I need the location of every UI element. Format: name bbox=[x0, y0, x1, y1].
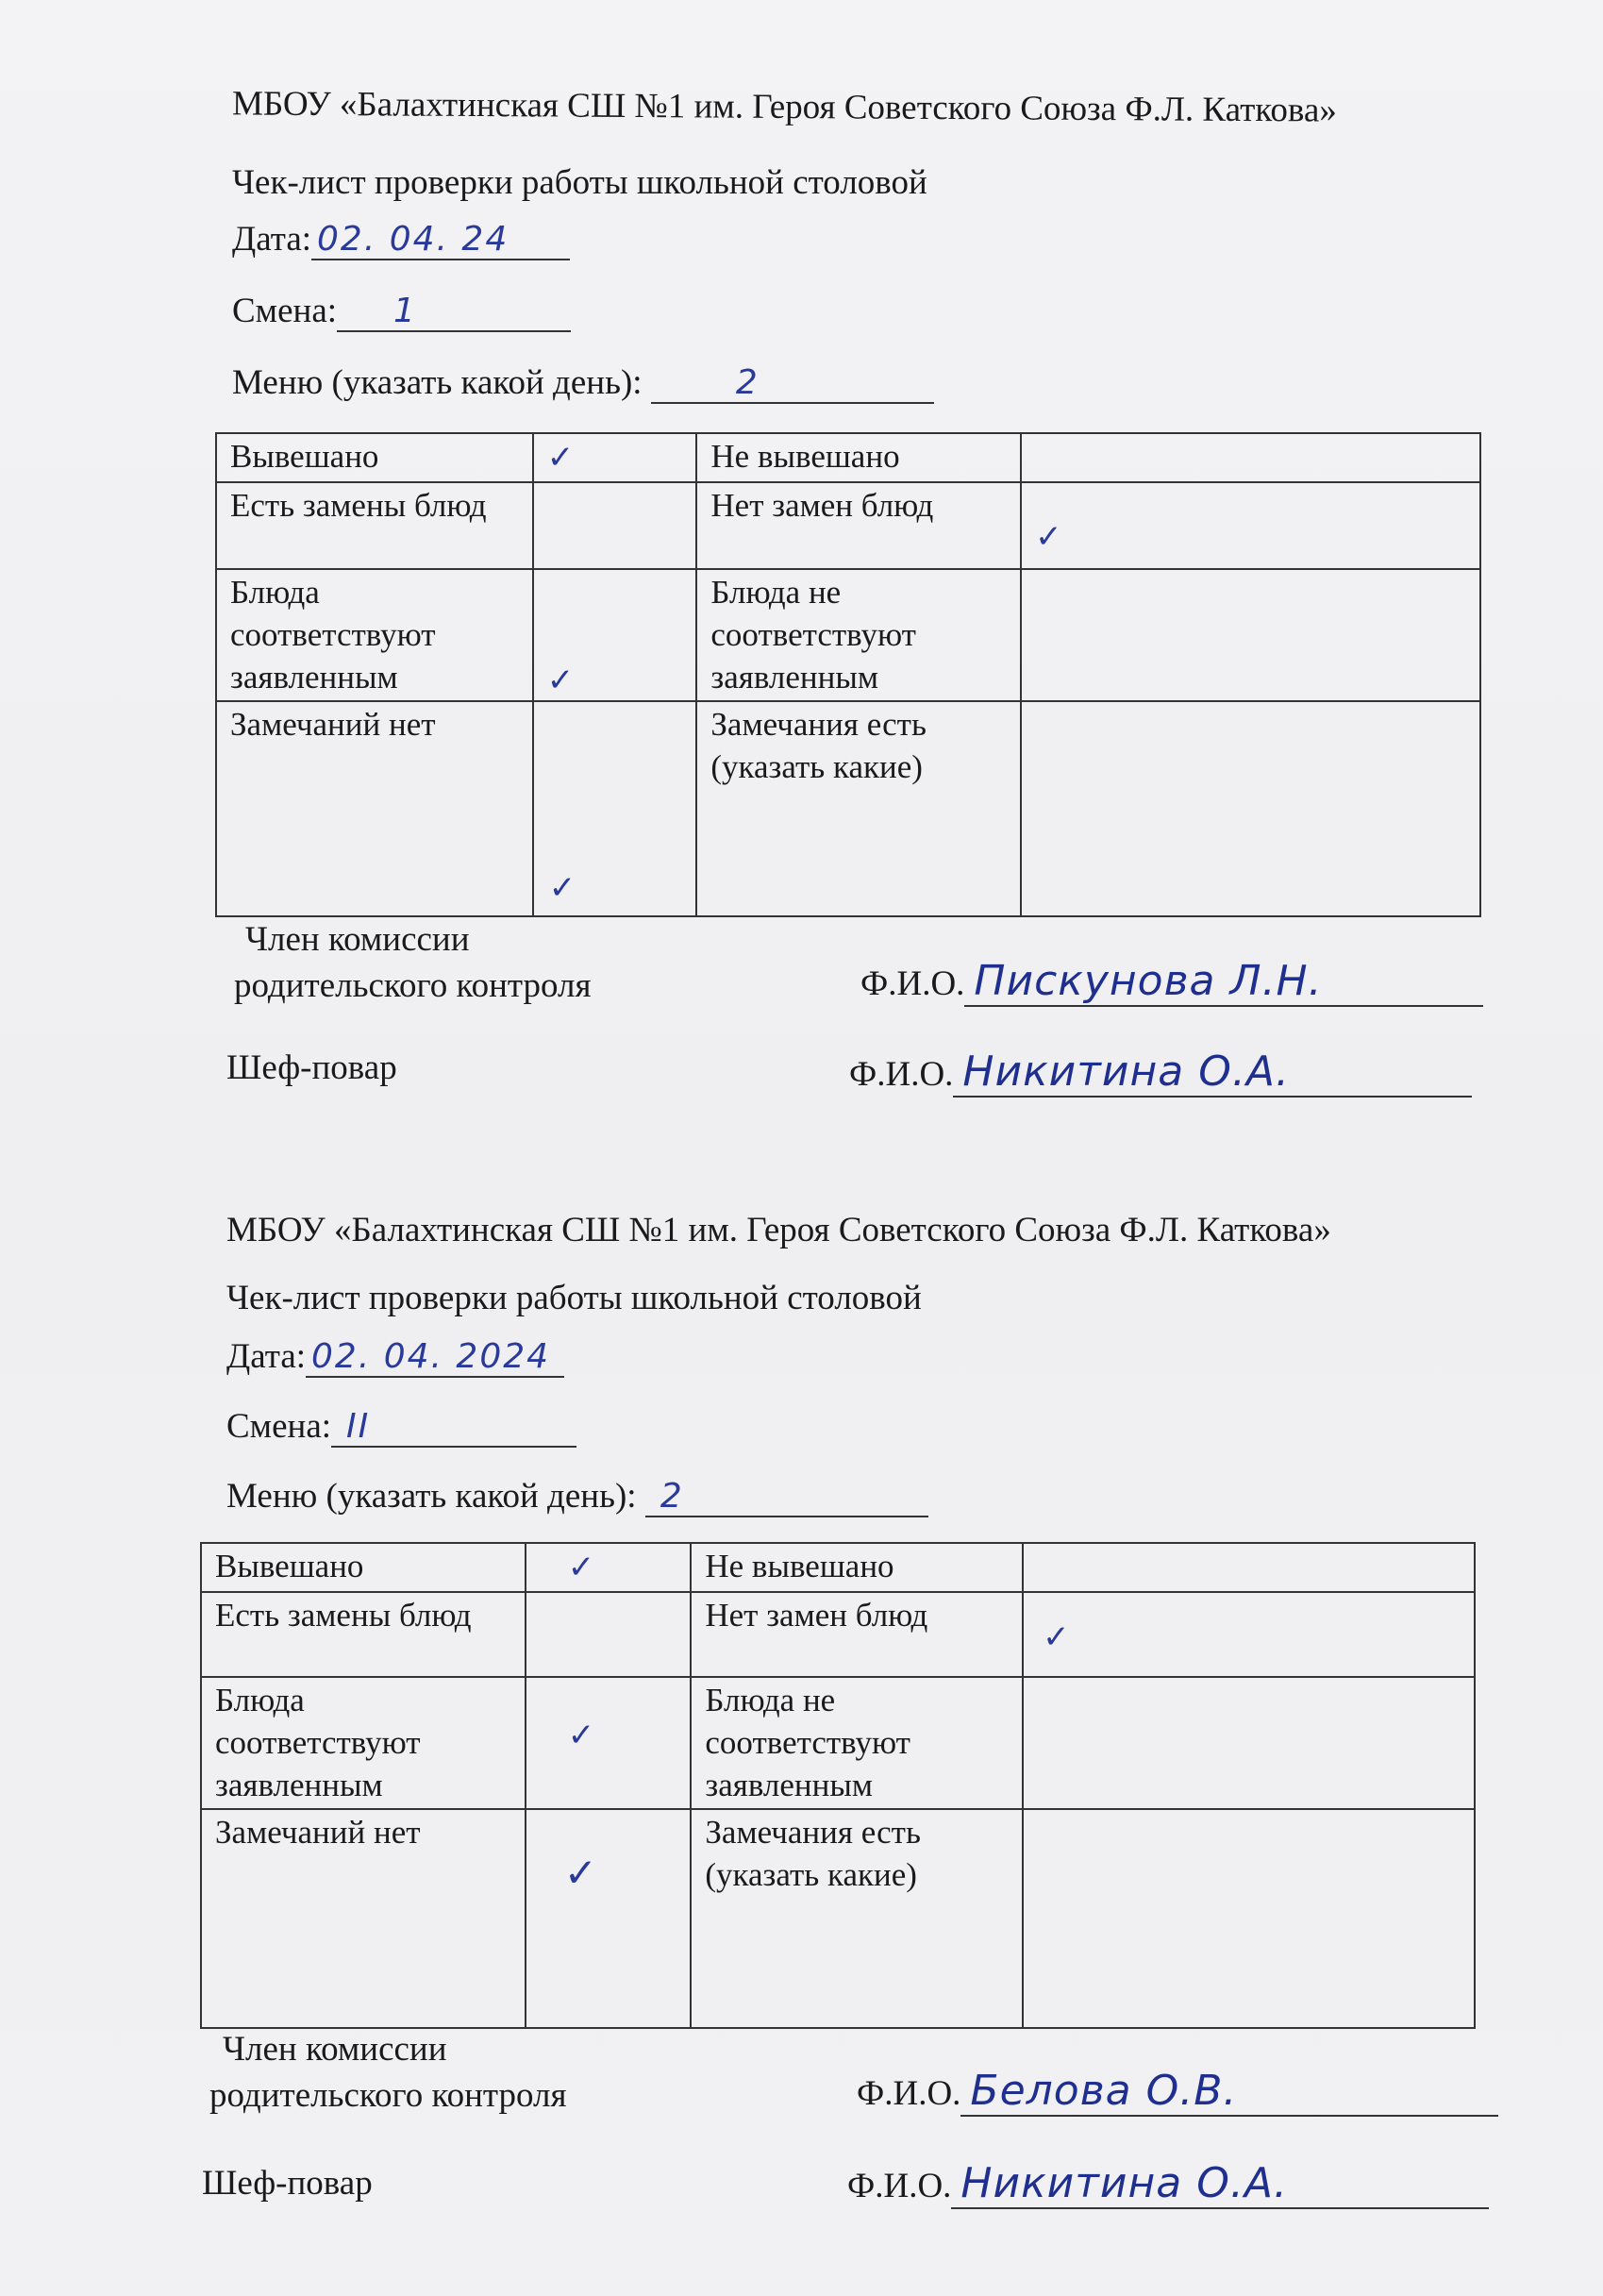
table-row bbox=[216, 482, 1480, 569]
check-icon: ✓ bbox=[567, 1717, 595, 1754]
date-value: 02. 04. 24 bbox=[311, 221, 570, 260]
fio-label: Ф.И.О. bbox=[849, 1055, 954, 1094]
mark-not-posted bbox=[1021, 433, 1480, 482]
table-row bbox=[216, 569, 1480, 701]
mark-has-substitutions bbox=[533, 482, 697, 569]
shift-value: II bbox=[331, 1408, 576, 1448]
cell-dishes-match: Блюда соответствуют заявленным bbox=[201, 1677, 526, 1809]
chef-fio-row bbox=[847, 2159, 1489, 2209]
menu-label: Меню (указать какой день): bbox=[226, 1477, 637, 1516]
check-icon: ✓ bbox=[546, 662, 575, 699]
mark-dishes-match bbox=[533, 569, 697, 701]
cell-not-posted: Не вывешано bbox=[696, 433, 1021, 482]
shift-row bbox=[232, 291, 571, 332]
cell-no-remarks: Замечаний нет bbox=[201, 1809, 526, 2028]
cell-posted: Вывешано bbox=[201, 1543, 526, 1592]
checklist-table bbox=[215, 432, 1481, 917]
mark-not-posted bbox=[1023, 1543, 1475, 1592]
menu-row bbox=[226, 1476, 928, 1517]
checklist-table bbox=[200, 1542, 1476, 2029]
cell-no-substitutions: Нет замен блюд bbox=[696, 482, 1021, 569]
chef-fio-row bbox=[849, 1047, 1472, 1098]
check-icon: ✓ bbox=[546, 439, 575, 477]
table-row bbox=[201, 1677, 1475, 1809]
table-row bbox=[201, 1592, 1475, 1677]
commission-member-label: Член комиссии родительского контроля bbox=[234, 920, 592, 1005]
cell-no-substitutions: Нет замен блюд bbox=[691, 1592, 1023, 1677]
table-row bbox=[216, 701, 1480, 916]
form-title: Чек-лист проверки работы школьной столовой bbox=[226, 1279, 922, 1317]
cell-posted: Вывешано bbox=[216, 433, 533, 482]
menu-value: 2 bbox=[651, 364, 934, 404]
cell-not-posted: Не вывешано bbox=[691, 1543, 1023, 1592]
chef-signature: Никитина О.А. bbox=[953, 1047, 1472, 1098]
menu-label: Меню (указать какой день): bbox=[232, 363, 643, 402]
cell-dishes-match: Блюда соответствуют заявленным bbox=[216, 569, 533, 701]
shift-label: Смена: bbox=[226, 1407, 332, 1446]
chef-label: Шеф-повар bbox=[226, 1048, 397, 1087]
mark-has-remarks bbox=[1021, 701, 1480, 916]
table-row bbox=[216, 433, 1480, 482]
date-row bbox=[232, 219, 570, 260]
table-row bbox=[201, 1543, 1475, 1592]
cell-no-remarks: Замечаний нет bbox=[216, 701, 533, 916]
fio-label: Ф.И.О. bbox=[847, 2167, 952, 2205]
date-row bbox=[226, 1336, 564, 1378]
commission-member-label: Член комиссии родительского контроля bbox=[209, 2030, 567, 2115]
shift-label: Смена: bbox=[232, 292, 338, 330]
cell-dishes-not-match: Блюда не соответствуют заявленным bbox=[696, 569, 1021, 701]
fio-label: Ф.И.О. bbox=[860, 964, 965, 1003]
date-label: Дата: bbox=[226, 1337, 307, 1376]
mark-dishes-match bbox=[526, 1677, 692, 1809]
school-name: МБОУ «Балахтинская СШ №1 им. Героя Советского Союза Ф.Л. Каткова» bbox=[231, 84, 1337, 130]
shift-value: 1 bbox=[337, 293, 571, 332]
school-name: МБОУ «Балахтинская СШ №1 им. Героя Советского Союза Ф.Л. Каткова» bbox=[226, 1211, 1331, 1249]
member-signature: Белова О.В. bbox=[960, 2067, 1498, 2117]
member-fio-row bbox=[857, 2067, 1498, 2117]
cell-has-remarks: Замечания есть (указать какие) bbox=[691, 1809, 1023, 2028]
mark-dishes-not-match bbox=[1023, 1677, 1475, 1809]
check-icon: ✓ bbox=[1035, 518, 1062, 556]
form-title: Чек-лист проверки работы школьной столовой bbox=[232, 163, 927, 202]
mark-has-substitutions bbox=[526, 1592, 692, 1677]
mark-posted bbox=[526, 1543, 692, 1592]
mark-dishes-not-match bbox=[1021, 569, 1480, 701]
mark-posted bbox=[533, 433, 697, 482]
chef-label: Шеф-повар bbox=[202, 2164, 373, 2203]
cell-has-substitutions: Есть замены блюд bbox=[201, 1592, 526, 1677]
member-signature: Пискунова Л.Н. bbox=[964, 957, 1483, 1007]
table-row bbox=[201, 1809, 1475, 2028]
fio-label: Ф.И.О. bbox=[857, 2074, 961, 2113]
date-value: 02. 04. 2024 bbox=[306, 1338, 564, 1378]
chef-signature: Никитина О.А. bbox=[951, 2159, 1489, 2209]
mark-no-substitutions bbox=[1021, 482, 1480, 569]
menu-row bbox=[232, 362, 934, 404]
shift-row bbox=[226, 1406, 576, 1448]
mark-no-substitutions bbox=[1023, 1592, 1475, 1677]
mark-has-remarks bbox=[1023, 1809, 1475, 2028]
menu-value: 2 bbox=[645, 1478, 928, 1517]
cell-has-remarks: Замечания есть (указать какие) bbox=[696, 701, 1021, 916]
mark-no-remarks bbox=[526, 1809, 692, 2028]
member-fio-row bbox=[860, 957, 1483, 1007]
cell-dishes-not-match: Блюда не соответствуют заявленным bbox=[691, 1677, 1023, 1809]
check-icon: ✓ bbox=[548, 869, 576, 908]
check-icon: ✓ bbox=[563, 1850, 597, 1897]
cell-has-substitutions: Есть замены блюд bbox=[216, 482, 533, 569]
check-icon: ✓ bbox=[1043, 1618, 1070, 1656]
check-icon: ✓ bbox=[567, 1549, 595, 1586]
mark-no-remarks bbox=[533, 701, 697, 916]
date-label: Дата: bbox=[232, 220, 312, 259]
